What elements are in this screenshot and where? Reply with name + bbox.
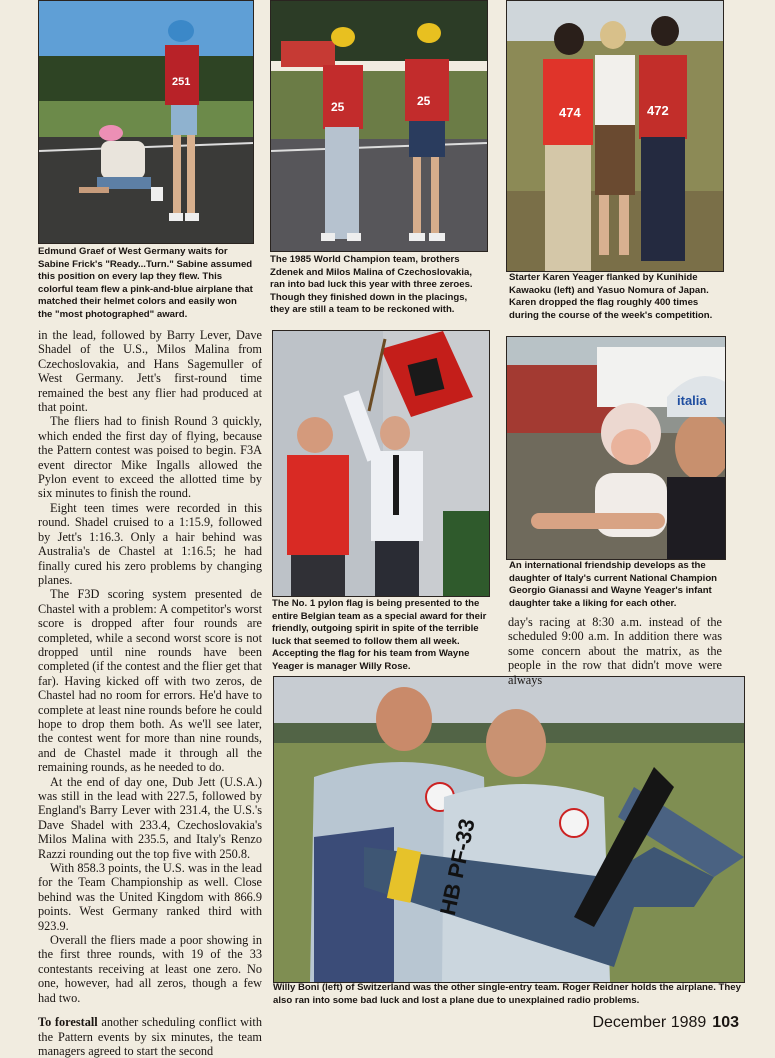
caption-italy: An international friendship develops as the daughter of Italy's current National Champion Georgio Gianassi and Wayne Yeager's infant daughter take a liking for each other. xyxy=(509,560,718,609)
photo-starter-yeager xyxy=(506,0,724,272)
article-paragraph: The fliers had to finish Round 3 quickly, which ended the first day of flying, because the Pattern contest was poised to begin. F3A event director Mike Ingalls allowed the Pylon event to exceed the allotted time by six minutes to finish the round. xyxy=(38,414,262,501)
photo-swiss-team xyxy=(273,676,745,983)
photo-graef-frick xyxy=(38,0,254,244)
photo-belgian-flag xyxy=(272,330,490,597)
bib-number: 251 xyxy=(172,76,191,88)
article-paragraph: day's racing at 8:30 a.m. instead of the scheduled 9:00 a.m. In addition there was some concern about the matrix, as the people in the row that didn't move were always xyxy=(508,615,722,687)
caption-belgian: The No. 1 pylon flag is being presented to the entire Belgian team as a special award for their friendly, outgoing spirit in spite of the terrible luck that seemed to follow them all week. Accepting the flag for his team from Wayne Yeager is manager Willy Rose. xyxy=(272,598,487,672)
article-paragraph: Eight teen times were recorded in this round. Shadel cruised to a 1:15.9, followed by Jett's 1:16.3. Only a hair behind was Australia's de Chastel at 1:16.5; he had finally cured his zero problems by changing planes. xyxy=(38,500,262,587)
page-folio xyxy=(592,1014,739,1032)
bib-number: 25 xyxy=(417,94,431,108)
cap-logo: italia xyxy=(677,393,707,408)
caption-graef: Edmund Graef of West Germany waits for Sabine Frick's "Ready...Turn." Sabine assumed this position on every lap they flew. This colorful team flew a pink-and-blue airplane that matched their helmet colors and easily won the "most photographed" award. xyxy=(38,246,253,320)
caption-yeager: Starter Karen Yeager flanked by Kunihide Kawaoku (left) and Yasuo Nomura of Japan. Karen dropped the flag roughly 400 times during the course of the week's competition. xyxy=(509,272,713,321)
caption-malina: The 1985 World Champion team, brothers Zdenek and Milos Malina of Czechoslovakia, ran into bad luck this year with three zeroes. Though they finished down in the placings, they are still a team to be reckoned with. xyxy=(270,254,473,316)
article-text: another scheduling conflict with the Pattern events by six minutes, the team managers agreed to start the second xyxy=(38,1015,262,1058)
bib-number: 474 xyxy=(559,105,581,120)
article-paragraph xyxy=(38,1015,262,1058)
bib-number: 472 xyxy=(647,103,669,118)
article-paragraph: Overall the fliers made a poor showing in the first three rounds, with 19 of the 33 contestants receiving at least one zero. No one, however, had all zeros, though a few had two. xyxy=(38,933,262,1005)
article-paragraph: in the lead, followed by Barry Lever, Dave Shadel of the U.S., Milos Malina from Czechoslovakia, and Hans Sagemuller of West Germany. Jett's first-round time remained the best any flier had produced at that point. xyxy=(38,328,262,415)
page-number: 103 xyxy=(712,1014,739,1031)
article-paragraph: With 858.3 points, the U.S. was in the lead for the Team Championship as well. Close behind was the United Kingdom with 866.9 points. West Germany ranked third with 923.9. xyxy=(38,861,262,933)
plane-registration: HB PF-33 xyxy=(434,816,480,918)
article-paragraph: The F3D scoring system presented de Chastel with a problem: A competitor's worst score is dropped after four rounds are completed, while a second worst score is not dropped until nine rounds have been completed (if the contest and the flier get that far). Having kicked off with two zeros, de Chastel had no room for errors. He'd have to complete at least nine rounds before he could hope to drop them both. As we'll see later, the contest went for more than nine rounds, and de Chastel made it through all the remaining rounds, as he needed to do. xyxy=(38,587,262,775)
photo-italy-infant xyxy=(506,336,726,560)
run-in-lead: To forestall xyxy=(38,1015,98,1030)
issue-date: December 1989 xyxy=(592,1014,707,1031)
article-paragraph: At the end of day one, Dub Jett (U.S.A.) was still in the lead with 227.5, followed by England's Barry Lever with 231.4, the U.S.'s Dave Shadel with 233.4, Czechoslovakia's Milos Malina with 235.5, and Italy's Renzo Razzi rounding out the top five with 250.8. xyxy=(38,774,262,861)
article-column-right xyxy=(508,615,722,687)
bib-number: 25 xyxy=(331,100,345,114)
caption-swiss: Willy Boni (left) of Switzerland was the other single-entry team. Roger Reidner holds the airplane. They also ran into some bad luck and lost a plane due to unexplained radio problems. xyxy=(273,982,741,1006)
photo-malina-brothers xyxy=(270,0,488,252)
article-column-left xyxy=(38,328,262,1058)
